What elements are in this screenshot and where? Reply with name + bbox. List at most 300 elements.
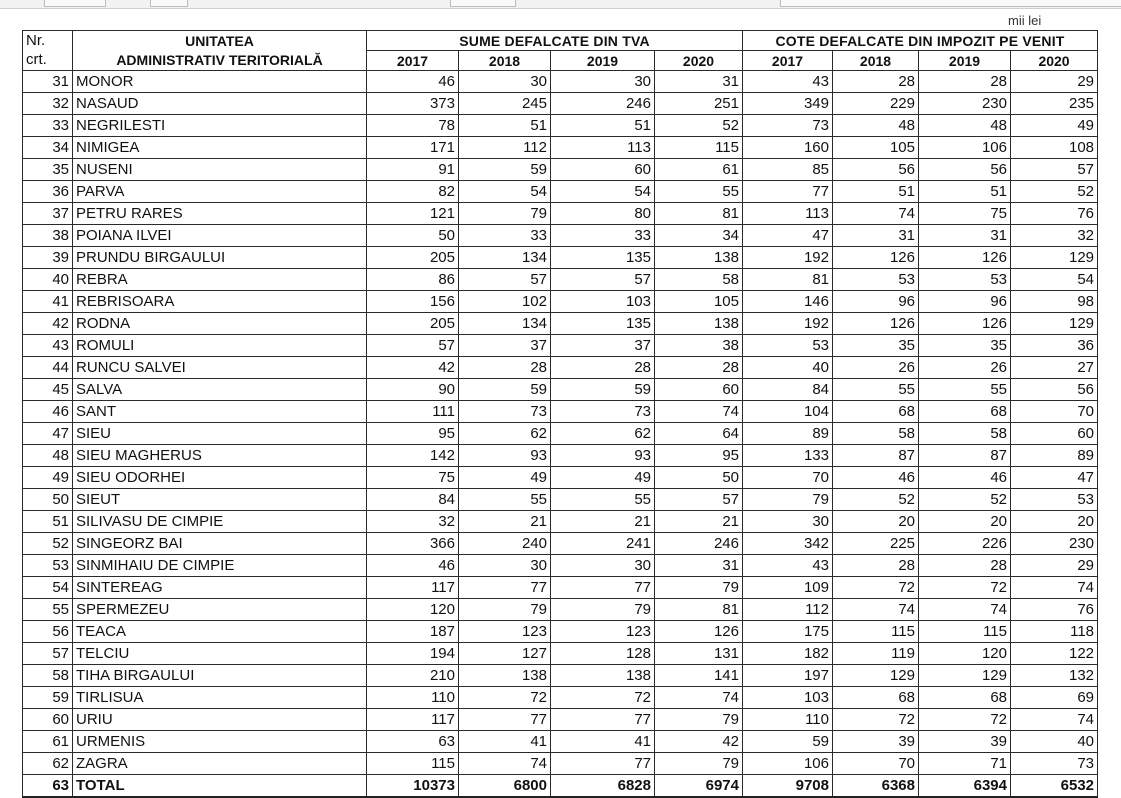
impozit-value: 129 xyxy=(919,665,1011,687)
tva-value: 55 xyxy=(655,181,743,203)
tva-value: 138 xyxy=(551,665,655,687)
impozit-value: 32 xyxy=(1011,225,1098,247)
year-header: 2019 xyxy=(919,51,1011,71)
table-row xyxy=(23,335,1098,357)
tva-value: 79 xyxy=(459,203,551,225)
tva-value: 62 xyxy=(551,423,655,445)
tva-value: 10373 xyxy=(367,775,459,798)
impozit-value: 28 xyxy=(833,71,919,93)
table-row xyxy=(23,181,1098,203)
unit-name: RODNA xyxy=(73,313,367,335)
table-row xyxy=(23,115,1098,137)
unit-name: NASAUD xyxy=(73,93,367,115)
toolbar-fragment xyxy=(150,0,188,7)
tva-value: 126 xyxy=(655,621,743,643)
impozit-value: 74 xyxy=(919,599,1011,621)
impozit-value: 160 xyxy=(743,137,833,159)
row-number: 50 xyxy=(23,489,73,511)
tva-value: 59 xyxy=(551,379,655,401)
tva-value: 51 xyxy=(459,115,551,137)
tva-value: 60 xyxy=(655,379,743,401)
row-number: 58 xyxy=(23,665,73,687)
tva-value: 72 xyxy=(551,687,655,709)
impozit-value: 230 xyxy=(919,93,1011,115)
toolbar-fragment xyxy=(780,0,1121,7)
impozit-value: 53 xyxy=(1011,489,1098,511)
impozit-value: 46 xyxy=(833,467,919,489)
impozit-value: 52 xyxy=(1011,181,1098,203)
tva-value: 49 xyxy=(459,467,551,489)
row-number: 38 xyxy=(23,225,73,247)
impozit-value: 182 xyxy=(743,643,833,665)
row-number: 45 xyxy=(23,379,73,401)
unit-name: RUNCU SALVEI xyxy=(73,357,367,379)
impozit-value: 68 xyxy=(919,687,1011,709)
impozit-value: 112 xyxy=(743,599,833,621)
unit-name: POIANA ILVEI xyxy=(73,225,367,247)
impozit-value: 36 xyxy=(1011,335,1098,357)
tva-value: 50 xyxy=(367,225,459,247)
tva-value: 57 xyxy=(459,269,551,291)
impozit-value: 53 xyxy=(919,269,1011,291)
tva-value: 115 xyxy=(367,753,459,775)
tva-value: 28 xyxy=(655,357,743,379)
tva-value: 52 xyxy=(655,115,743,137)
row-number: 41 xyxy=(23,291,73,313)
impozit-value: 40 xyxy=(743,357,833,379)
impozit-value: 81 xyxy=(743,269,833,291)
tva-value: 117 xyxy=(367,709,459,731)
unit-name: URMENIS xyxy=(73,731,367,753)
tva-value: 251 xyxy=(655,93,743,115)
tva-value: 60 xyxy=(551,159,655,181)
impozit-value: 87 xyxy=(919,445,1011,467)
table-row xyxy=(23,467,1098,489)
impozit-value: 197 xyxy=(743,665,833,687)
impozit-value: 51 xyxy=(833,181,919,203)
unit-name: SINTEREAG xyxy=(73,577,367,599)
row-number: 33 xyxy=(23,115,73,137)
tva-value: 30 xyxy=(551,71,655,93)
impozit-value: 96 xyxy=(833,291,919,313)
impozit-value: 56 xyxy=(833,159,919,181)
tva-value: 86 xyxy=(367,269,459,291)
impozit-value: 73 xyxy=(1011,753,1098,775)
year-header: 2019 xyxy=(551,51,655,71)
tva-value: 74 xyxy=(655,687,743,709)
unit-name: TIHA BIRGAULUI xyxy=(73,665,367,687)
year-header: 2018 xyxy=(459,51,551,71)
impozit-value: 31 xyxy=(919,225,1011,247)
tva-value: 111 xyxy=(367,401,459,423)
tva-value: 21 xyxy=(551,511,655,533)
top-toolbar-strip xyxy=(0,0,1121,9)
impozit-value: 225 xyxy=(833,533,919,555)
impozit-group-header: COTE DEFALCATE DIN IMPOZIT PE VENIT xyxy=(743,31,1098,51)
tva-value: 46 xyxy=(367,71,459,93)
unit-name: REBRISOARA xyxy=(73,291,367,313)
tva-value: 210 xyxy=(367,665,459,687)
tva-value: 30 xyxy=(551,555,655,577)
tva-value: 28 xyxy=(459,357,551,379)
crt-header: crt. xyxy=(23,51,73,71)
tva-value: 51 xyxy=(551,115,655,137)
unit-name: SALVA xyxy=(73,379,367,401)
tva-value: 79 xyxy=(459,599,551,621)
impozit-value: 35 xyxy=(919,335,1011,357)
unit-name: TELCIU xyxy=(73,643,367,665)
table-row xyxy=(23,291,1098,313)
impozit-value: 104 xyxy=(743,401,833,423)
impozit-value: 349 xyxy=(743,93,833,115)
impozit-value: 39 xyxy=(919,731,1011,753)
tva-value: 123 xyxy=(459,621,551,643)
impozit-value: 26 xyxy=(919,357,1011,379)
tva-value: 42 xyxy=(655,731,743,753)
row-number: 35 xyxy=(23,159,73,181)
impozit-value: 74 xyxy=(1011,709,1098,731)
impozit-value: 133 xyxy=(743,445,833,467)
impozit-value: 60 xyxy=(1011,423,1098,445)
table-row xyxy=(23,203,1098,225)
unit-name: SILIVASU DE CIMPIE xyxy=(73,511,367,533)
tva-value: 74 xyxy=(459,753,551,775)
impozit-value: 230 xyxy=(1011,533,1098,555)
impozit-value: 48 xyxy=(919,115,1011,137)
row-number: 42 xyxy=(23,313,73,335)
tva-value: 187 xyxy=(367,621,459,643)
impozit-value: 98 xyxy=(1011,291,1098,313)
row-number: 62 xyxy=(23,753,73,775)
row-number: 52 xyxy=(23,533,73,555)
tva-value: 245 xyxy=(459,93,551,115)
tva-value: 77 xyxy=(459,577,551,599)
impozit-value: 72 xyxy=(919,577,1011,599)
unit-header: UNITATEA xyxy=(73,31,367,51)
tva-value: 105 xyxy=(655,291,743,313)
impozit-value: 108 xyxy=(1011,137,1098,159)
impozit-value: 6368 xyxy=(833,775,919,798)
table-row xyxy=(23,379,1098,401)
tva-value: 81 xyxy=(655,599,743,621)
row-number: 44 xyxy=(23,357,73,379)
impozit-value: 129 xyxy=(1011,313,1098,335)
row-number: 34 xyxy=(23,137,73,159)
tva-value: 57 xyxy=(551,269,655,291)
impozit-value: 79 xyxy=(743,489,833,511)
tva-value: 46 xyxy=(367,555,459,577)
tva-value: 141 xyxy=(655,665,743,687)
tva-value: 117 xyxy=(367,577,459,599)
row-number: 61 xyxy=(23,731,73,753)
impozit-value: 119 xyxy=(833,643,919,665)
tva-value: 77 xyxy=(459,709,551,731)
tva-value: 171 xyxy=(367,137,459,159)
tva-value: 81 xyxy=(655,203,743,225)
tva-value: 78 xyxy=(367,115,459,137)
tva-value: 82 xyxy=(367,181,459,203)
total-label: TOTAL xyxy=(73,775,367,798)
table-row xyxy=(23,401,1098,423)
tva-value: 55 xyxy=(551,489,655,511)
impozit-value: 96 xyxy=(919,291,1011,313)
impozit-value: 126 xyxy=(919,313,1011,335)
impozit-value: 89 xyxy=(1011,445,1098,467)
tva-value: 6800 xyxy=(459,775,551,798)
tva-value: 156 xyxy=(367,291,459,313)
row-number: 60 xyxy=(23,709,73,731)
row-number: 40 xyxy=(23,269,73,291)
tva-value: 246 xyxy=(551,93,655,115)
tva-value: 115 xyxy=(655,137,743,159)
impozit-value: 106 xyxy=(919,137,1011,159)
row-number: 54 xyxy=(23,577,73,599)
impozit-value: 74 xyxy=(1011,577,1098,599)
impozit-value: 39 xyxy=(833,731,919,753)
tva-value: 33 xyxy=(459,225,551,247)
impozit-value: 68 xyxy=(919,401,1011,423)
table-row xyxy=(23,621,1098,643)
tva-value: 103 xyxy=(551,291,655,313)
impozit-value: 342 xyxy=(743,533,833,555)
table-row xyxy=(23,753,1098,775)
tva-value: 120 xyxy=(367,599,459,621)
row-number: 32 xyxy=(23,93,73,115)
allocation-table xyxy=(22,30,1098,798)
unit-subheader: ADMINISTRATIV TERITORIALĂ xyxy=(73,51,367,71)
tva-value: 79 xyxy=(655,577,743,599)
impozit-value: 118 xyxy=(1011,621,1098,643)
tva-value: 95 xyxy=(367,423,459,445)
tva-value: 6828 xyxy=(551,775,655,798)
impozit-value: 132 xyxy=(1011,665,1098,687)
tva-value: 121 xyxy=(367,203,459,225)
unit-name: PRUNDU BIRGAULUI xyxy=(73,247,367,269)
tva-value: 63 xyxy=(367,731,459,753)
row-number: 47 xyxy=(23,423,73,445)
unit-name: SINGEORZ BAI xyxy=(73,533,367,555)
tva-value: 138 xyxy=(459,665,551,687)
impozit-value: 57 xyxy=(1011,159,1098,181)
impozit-value: 75 xyxy=(919,203,1011,225)
tva-value: 127 xyxy=(459,643,551,665)
impozit-value: 6394 xyxy=(919,775,1011,798)
year-header: 2020 xyxy=(1011,51,1098,71)
tva-value: 73 xyxy=(459,401,551,423)
tva-value: 373 xyxy=(367,93,459,115)
unit-name: SINMIHAIU DE CIMPIE xyxy=(73,555,367,577)
impozit-value: 58 xyxy=(919,423,1011,445)
table-row xyxy=(23,643,1098,665)
impozit-value: 115 xyxy=(833,621,919,643)
tva-value: 77 xyxy=(551,753,655,775)
impozit-value: 48 xyxy=(833,115,919,137)
unit-name: SANT xyxy=(73,401,367,423)
impozit-value: 120 xyxy=(919,643,1011,665)
impozit-value: 72 xyxy=(919,709,1011,731)
table-row xyxy=(23,357,1098,379)
year-header: 2020 xyxy=(655,51,743,71)
unit-name: NEGRILESTI xyxy=(73,115,367,137)
tva-value: 138 xyxy=(655,313,743,335)
table-row xyxy=(23,555,1098,577)
tva-value: 142 xyxy=(367,445,459,467)
impozit-value: 29 xyxy=(1011,71,1098,93)
impozit-value: 35 xyxy=(833,335,919,357)
header-row-groups xyxy=(23,31,1098,51)
tva-value: 61 xyxy=(655,159,743,181)
row-number: 49 xyxy=(23,467,73,489)
impozit-value: 72 xyxy=(833,577,919,599)
unit-label: mii lei xyxy=(1008,13,1042,28)
tva-value: 50 xyxy=(655,467,743,489)
impozit-value: 103 xyxy=(743,687,833,709)
impozit-value: 192 xyxy=(743,313,833,335)
tva-value: 79 xyxy=(655,753,743,775)
tva-value: 138 xyxy=(655,247,743,269)
unit-name: ROMULI xyxy=(73,335,367,357)
tva-value: 30 xyxy=(459,555,551,577)
impozit-value: 229 xyxy=(833,93,919,115)
impozit-value: 31 xyxy=(833,225,919,247)
row-number: 56 xyxy=(23,621,73,643)
tva-value: 59 xyxy=(459,379,551,401)
impozit-value: 72 xyxy=(833,709,919,731)
impozit-value: 43 xyxy=(743,555,833,577)
impozit-value: 49 xyxy=(1011,115,1098,137)
impozit-value: 129 xyxy=(833,665,919,687)
impozit-value: 47 xyxy=(743,225,833,247)
row-number: 46 xyxy=(23,401,73,423)
unit-name: SIEU ODORHEI xyxy=(73,467,367,489)
impozit-value: 84 xyxy=(743,379,833,401)
tva-value: 80 xyxy=(551,203,655,225)
table-row xyxy=(23,687,1098,709)
impozit-value: 71 xyxy=(919,753,1011,775)
table-row xyxy=(23,511,1098,533)
impozit-value: 235 xyxy=(1011,93,1098,115)
tva-value: 205 xyxy=(367,247,459,269)
table-row xyxy=(23,599,1098,621)
impozit-value: 70 xyxy=(1011,401,1098,423)
tva-value: 135 xyxy=(551,313,655,335)
impozit-value: 51 xyxy=(919,181,1011,203)
impozit-value: 76 xyxy=(1011,203,1098,225)
tva-value: 93 xyxy=(551,445,655,467)
tva-value: 73 xyxy=(551,401,655,423)
tva-value: 112 xyxy=(459,137,551,159)
impozit-value: 47 xyxy=(1011,467,1098,489)
table-row xyxy=(23,225,1098,247)
impozit-value: 20 xyxy=(1011,511,1098,533)
impozit-value: 85 xyxy=(743,159,833,181)
tva-value: 90 xyxy=(367,379,459,401)
impozit-value: 109 xyxy=(743,577,833,599)
impozit-value: 27 xyxy=(1011,357,1098,379)
impozit-value: 226 xyxy=(919,533,1011,555)
impozit-value: 68 xyxy=(833,401,919,423)
tva-value: 246 xyxy=(655,533,743,555)
table-row xyxy=(23,665,1098,687)
tva-value: 41 xyxy=(551,731,655,753)
unit-name: SIEUT xyxy=(73,489,367,511)
tva-value: 57 xyxy=(367,335,459,357)
impozit-value: 110 xyxy=(743,709,833,731)
impozit-value: 106 xyxy=(743,753,833,775)
tva-value: 102 xyxy=(459,291,551,313)
header-row-years xyxy=(23,51,1098,71)
row-number: 31 xyxy=(23,71,73,93)
tva-value: 128 xyxy=(551,643,655,665)
tva-value: 79 xyxy=(551,599,655,621)
impozit-value: 9708 xyxy=(743,775,833,798)
toolbar-fragment xyxy=(44,0,106,7)
tva-value: 123 xyxy=(551,621,655,643)
table-row xyxy=(23,269,1098,291)
impozit-value: 52 xyxy=(833,489,919,511)
impozit-value: 146 xyxy=(743,291,833,313)
tva-value: 33 xyxy=(551,225,655,247)
row-number: 48 xyxy=(23,445,73,467)
tva-value: 37 xyxy=(551,335,655,357)
impozit-value: 53 xyxy=(833,269,919,291)
impozit-value: 115 xyxy=(919,621,1011,643)
impozit-value: 126 xyxy=(833,247,919,269)
row-number: 36 xyxy=(23,181,73,203)
impozit-value: 192 xyxy=(743,247,833,269)
tva-value: 134 xyxy=(459,247,551,269)
impozit-value: 20 xyxy=(919,511,1011,533)
tva-value: 62 xyxy=(459,423,551,445)
tva-value: 75 xyxy=(367,467,459,489)
impozit-value: 129 xyxy=(1011,247,1098,269)
unit-name: NIMIGEA xyxy=(73,137,367,159)
unit-name: REBRA xyxy=(73,269,367,291)
tva-value: 38 xyxy=(655,335,743,357)
row-number: 59 xyxy=(23,687,73,709)
row-number: 57 xyxy=(23,643,73,665)
tva-value: 110 xyxy=(367,687,459,709)
impozit-value: 73 xyxy=(743,115,833,137)
tva-value: 49 xyxy=(551,467,655,489)
tva-value: 30 xyxy=(459,71,551,93)
tva-value: 72 xyxy=(459,687,551,709)
tva-value: 205 xyxy=(367,313,459,335)
impozit-value: 40 xyxy=(1011,731,1098,753)
tva-value: 366 xyxy=(367,533,459,555)
year-header: 2017 xyxy=(367,51,459,71)
table-row xyxy=(23,423,1098,445)
impozit-value: 87 xyxy=(833,445,919,467)
row-number: 51 xyxy=(23,511,73,533)
impozit-value: 69 xyxy=(1011,687,1098,709)
tva-value: 57 xyxy=(655,489,743,511)
tva-value: 59 xyxy=(459,159,551,181)
impozit-value: 70 xyxy=(743,467,833,489)
impozit-value: 122 xyxy=(1011,643,1098,665)
total-row xyxy=(23,775,1098,798)
tva-value: 31 xyxy=(655,555,743,577)
unit-name: PARVA xyxy=(73,181,367,203)
tva-value: 91 xyxy=(367,159,459,181)
tva-value: 93 xyxy=(459,445,551,467)
impozit-value: 126 xyxy=(919,247,1011,269)
tva-value: 6974 xyxy=(655,775,743,798)
table-row xyxy=(23,71,1098,93)
impozit-value: 77 xyxy=(743,181,833,203)
impozit-value: 56 xyxy=(1011,379,1098,401)
tva-value: 79 xyxy=(655,709,743,731)
